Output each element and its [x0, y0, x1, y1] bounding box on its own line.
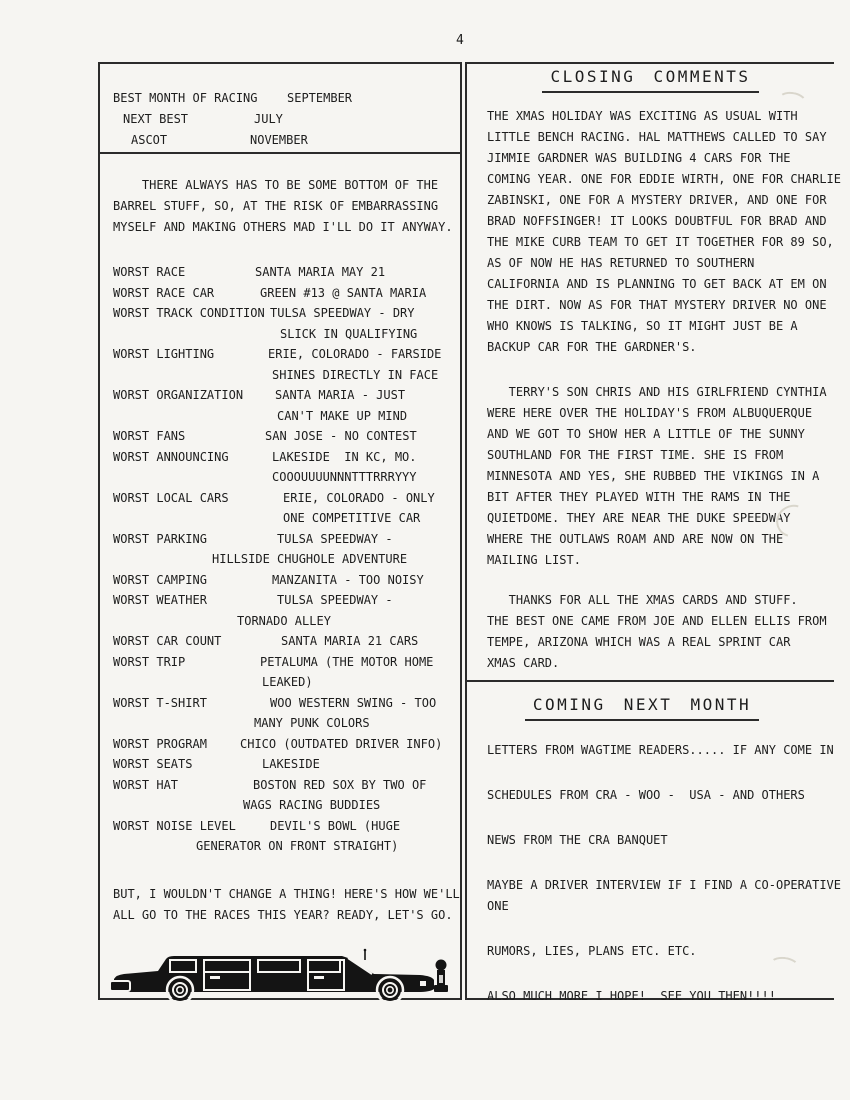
- closing-text-line: TEMPE, ARIZONA WHICH WAS A REAL SPRINT CAR: [487, 635, 791, 649]
- worst-row: [100, 488, 460, 509]
- worst-row-continuation: [100, 508, 460, 529]
- worst-row-continuation: [100, 365, 460, 386]
- closing-text-line: WERE HERE OVER THE HOLIDAY'S FROM ALBUQUERQUE: [487, 406, 813, 420]
- closing-text-line: MAILING LIST.: [487, 553, 581, 567]
- closing-text-line: LITTLE BENCH RACING. HAL MATTHEWS CALLED TO SAY: [487, 130, 827, 144]
- worst-row: [100, 816, 460, 837]
- worst-value: MANZANITA - TOO NOISY: [272, 572, 424, 587]
- closing-paragraph-2: [487, 382, 834, 571]
- award-value: JULY: [254, 112, 283, 126]
- coming-item-line: MAYBE A DRIVER INTERVIEW IF I FIND A CO-OPERATIVE: [487, 878, 842, 892]
- worst-value: WAGS RACING BUDDIES: [243, 798, 381, 812]
- closing-text-line: AS OF NOW HE HAS RETURNED TO SOUTHERN: [487, 256, 755, 270]
- worst-row: [100, 529, 460, 550]
- award-label: ASCOT: [131, 133, 168, 147]
- closing-text-line: THE DIRT. NOW AS FOR THAT MYSTERY DRIVER NO ONE: [487, 298, 827, 312]
- worst-row: [100, 303, 460, 324]
- worst-label: WORST RACE CAR: [113, 285, 215, 300]
- worst-row: [100, 262, 460, 283]
- coming-item: [487, 740, 834, 761]
- worst-value: LAKESIDE: [262, 757, 320, 771]
- closing-text-line: ZABINSKI, ONE FOR A MYSTERY DRIVER, AND ONE FOR: [487, 193, 827, 207]
- worst-value: PETALUMA (THE MOTOR HOME: [260, 654, 434, 669]
- worst-row-continuation: [100, 549, 460, 570]
- coming-item-line: SCHEDULES FROM CRA - WOO - USA - AND OTHERS: [487, 788, 805, 802]
- worst-value: SANTA MARIA 21 CARS: [281, 634, 419, 648]
- closing-comments-title: CLOSING COMMENTS: [542, 66, 758, 93]
- coming-item-line: NEWS FROM THE CRA BANQUET: [487, 833, 668, 847]
- worst-value: SAN JOSE - NO CONTEST: [265, 429, 417, 443]
- worst-row: [100, 570, 460, 591]
- closing-text-line: BACKUP CAR FOR THE GARDNER'S.: [487, 340, 697, 354]
- page-number: 4: [456, 33, 464, 48]
- worst-label: WORST PROGRAM: [113, 736, 207, 751]
- worst-value: ONE COMPETITIVE CAR: [283, 511, 421, 525]
- worst-value: HILLSIDE CHUGHOLE ADVENTURE: [212, 552, 408, 566]
- left-panel: [98, 62, 462, 1000]
- limousine-clipart-svg: [108, 948, 448, 1002]
- worst-row-continuation: [100, 611, 460, 632]
- worst-value: SANTA MARIA - JUST: [275, 388, 406, 402]
- worst-value: LEAKED): [262, 675, 313, 689]
- closing-text-line: XMAS CARD.: [487, 656, 560, 670]
- intro-line: BARREL STUFF, SO, AT THE RISK OF EMBARRASSING: [113, 199, 439, 213]
- worst-row-continuation: [100, 324, 460, 345]
- worst-label: WORST NOISE LEVEL: [113, 818, 236, 833]
- limousine-image: [108, 948, 448, 1002]
- worst-value: TULSA SPEEDWAY -: [277, 593, 393, 607]
- worst-label: WORST PARKING: [113, 531, 207, 546]
- best-box-row: [100, 90, 460, 106]
- coming-next-month-header: [487, 694, 797, 721]
- coming-next-month-list: [487, 740, 842, 1031]
- worst-label: WORST HAT: [113, 777, 179, 792]
- worst-value: TULSA SPEEDWAY - DRY: [270, 306, 415, 320]
- intro-line: THERE ALWAYS HAS TO BE SOME BOTTOM OF THE: [113, 178, 439, 192]
- worst-row: [100, 385, 460, 406]
- worst-value: BOSTON RED SOX BY TWO OF: [253, 777, 427, 792]
- coming-next-month-title: COMING NEXT MONTH: [525, 694, 759, 721]
- worst-row: [100, 775, 460, 796]
- worst-value: WOO WESTERN SWING - TOO: [270, 695, 437, 710]
- closing-text-line: COMING YEAR. ONE FOR EDDIE WIRTH, ONE FOR CHARLIE: [487, 172, 842, 186]
- intro-line: MYSELF AND MAKING OTHERS MAD I'LL DO IT ANYWAY.: [113, 220, 453, 234]
- worst-value: TULSA SPEEDWAY -: [277, 531, 393, 546]
- closing-text-line: CALIFORNIA AND IS PLANNING TO GET BACK AT EM ON: [487, 277, 827, 291]
- closing-text-line: AND WE GOT TO SHOW HER A LITTLE OF THE SUNNY: [487, 427, 805, 441]
- outro-paragraph: [113, 884, 460, 926]
- worst-row-continuation: [100, 467, 460, 488]
- worst-value: DEVIL'S BOWL (HUGE: [270, 818, 401, 833]
- coming-item-line: RUMORS, LIES, PLANS ETC. ETC.: [487, 944, 697, 958]
- worst-label: WORST TRACK CONDITION: [113, 306, 265, 320]
- worst-label: WORST CAMPING: [113, 572, 207, 587]
- coming-item-line: ALSO MUCH MORE I HOPE! SEE YOU THEN!!!!: [487, 989, 776, 1003]
- worst-label: WORST RACE: [113, 265, 186, 279]
- closing-text-line: TERRY'S SON CHRIS AND HIS GIRLFRIEND CYNTHIA: [487, 385, 827, 399]
- closing-text-line: JIMMIE GARDNER WAS BUILDING 4 CARS FOR THE: [487, 151, 791, 165]
- award-value: NOVEMBER: [250, 133, 308, 147]
- coming-item-line: LETTERS FROM WAGTIME READERS..... IF ANY COME IN: [487, 743, 834, 757]
- worst-row: [100, 754, 460, 775]
- worst-value: TORNADO ALLEY: [237, 613, 331, 628]
- worst-label: WORST ANNOUNCING: [113, 449, 229, 464]
- worst-label: WORST CAR COUNT: [113, 634, 222, 648]
- worst-row-continuation: [100, 795, 460, 816]
- closing-paragraph-3: [487, 590, 834, 674]
- closing-paragraph-1: [487, 106, 842, 358]
- best-box-divider: [98, 152, 462, 154]
- coming-item-line: ONE: [487, 899, 509, 913]
- closing-text-line: SOUTHLAND FOR THE FIRST TIME. SHE IS FROM: [487, 448, 784, 462]
- worst-label: WORST TRIP: [113, 654, 186, 669]
- coming-item: [487, 830, 834, 851]
- worst-value: SHINES DIRECTLY IN FACE: [272, 367, 439, 382]
- best-box-row: [100, 111, 460, 127]
- closing-text-line: THE XMAS HOLIDAY WAS EXCITING AS USUAL WITH: [487, 109, 798, 123]
- worst-row: [100, 344, 460, 365]
- worst-row-continuation: [100, 406, 460, 427]
- worst-label: WORST LIGHTING: [113, 347, 215, 361]
- worst-value: GREEN #13 @ SANTA MARIA: [260, 285, 427, 300]
- closing-text-line: MINNESOTA AND YES, SHE RUBBED THE VIKINGS IN A: [487, 469, 820, 483]
- closing-text-line: THANKS FOR ALL THE XMAS CARDS AND STUFF.: [487, 593, 798, 607]
- worst-label: WORST SEATS: [113, 757, 193, 771]
- worst-row-continuation: [100, 713, 460, 734]
- worst-row: [100, 590, 460, 611]
- worst-label: WORST T-SHIRT: [113, 695, 207, 710]
- outro-line: BUT, I WOULDN'T CHANGE A THING! HERE'S HOW WE'LL: [113, 887, 460, 901]
- worst-row-continuation: [100, 672, 460, 693]
- outro-line: ALL GO TO THE RACES THIS YEAR? READY, LET'S GO.: [113, 908, 453, 922]
- worst-label: WORST LOCAL CARS: [113, 490, 229, 505]
- worst-value: COOOUUUUNNNTTTRRRYYY: [272, 470, 417, 484]
- closing-text-line: BRAD NOFFSINGER! IT LOOKS DOUBTFUL FOR BRAD AND: [487, 214, 827, 228]
- closing-text-line: BIT AFTER THEY PLAYED WITH THE RAMS IN THE: [487, 490, 791, 504]
- best-box-row: [100, 132, 460, 148]
- worst-awards-list: [100, 262, 460, 857]
- worst-value: LAKESIDE IN KC, MO.: [272, 449, 417, 464]
- worst-row: [100, 693, 460, 714]
- worst-row: [100, 283, 460, 304]
- worst-row: [100, 652, 460, 673]
- worst-label: WORST WEATHER: [113, 593, 207, 607]
- worst-value: SLICK IN QUALIFYING: [280, 326, 418, 341]
- worst-value: CHICO (OUTDATED DRIVER INFO): [240, 736, 443, 751]
- closing-text-line: THE BEST ONE CAME FROM JOE AND ELLEN ELLIS FROM: [487, 614, 827, 628]
- award-label: NEXT BEST: [123, 112, 189, 126]
- front-ornament: [434, 960, 448, 993]
- closing-text-line: QUIETDOME. THEY ARE NEAR THE DUKE SPEEDWAY: [487, 511, 791, 525]
- intro-paragraph: [113, 175, 453, 238]
- worst-value: ERIE, COLORADO - ONLY: [283, 490, 435, 505]
- closing-text-line: WHO KNOWS IS TALKING, SO IT MIGHT JUST BE A: [487, 319, 798, 333]
- worst-value: GENERATOR ON FRONT STRAIGHT): [196, 839, 399, 853]
- coming-item: [487, 986, 834, 1007]
- worst-value: SANTA MARIA MAY 21: [255, 265, 386, 279]
- closing-comments-header: [467, 66, 834, 93]
- coming-item: [487, 875, 842, 917]
- worst-row-continuation: [100, 836, 460, 857]
- award-label: BEST MONTH OF RACING: [113, 91, 258, 105]
- worst-row: [100, 631, 460, 652]
- worst-row: [100, 426, 460, 447]
- section-divider: [465, 680, 834, 682]
- closing-text-line: THE MIKE CURB TEAM TO GET IT TOGETHER FOR 89 SO,: [487, 235, 834, 249]
- worst-label: WORST ORGANIZATION: [113, 388, 244, 402]
- closing-text-line: WHERE THE OUTLAWS ROAM AND ARE NOW ON THE: [487, 532, 784, 546]
- coming-item: [487, 785, 834, 806]
- worst-label: WORST FANS: [113, 429, 186, 443]
- award-value: SEPTEMBER: [287, 91, 353, 105]
- worst-value: MANY PUNK COLORS: [254, 716, 370, 730]
- worst-value: ERIE, COLORADO - FARSIDE: [268, 347, 442, 361]
- worst-row: [100, 734, 460, 755]
- worst-value: CAN'T MAKE UP MIND: [277, 408, 408, 423]
- worst-row: [100, 447, 460, 468]
